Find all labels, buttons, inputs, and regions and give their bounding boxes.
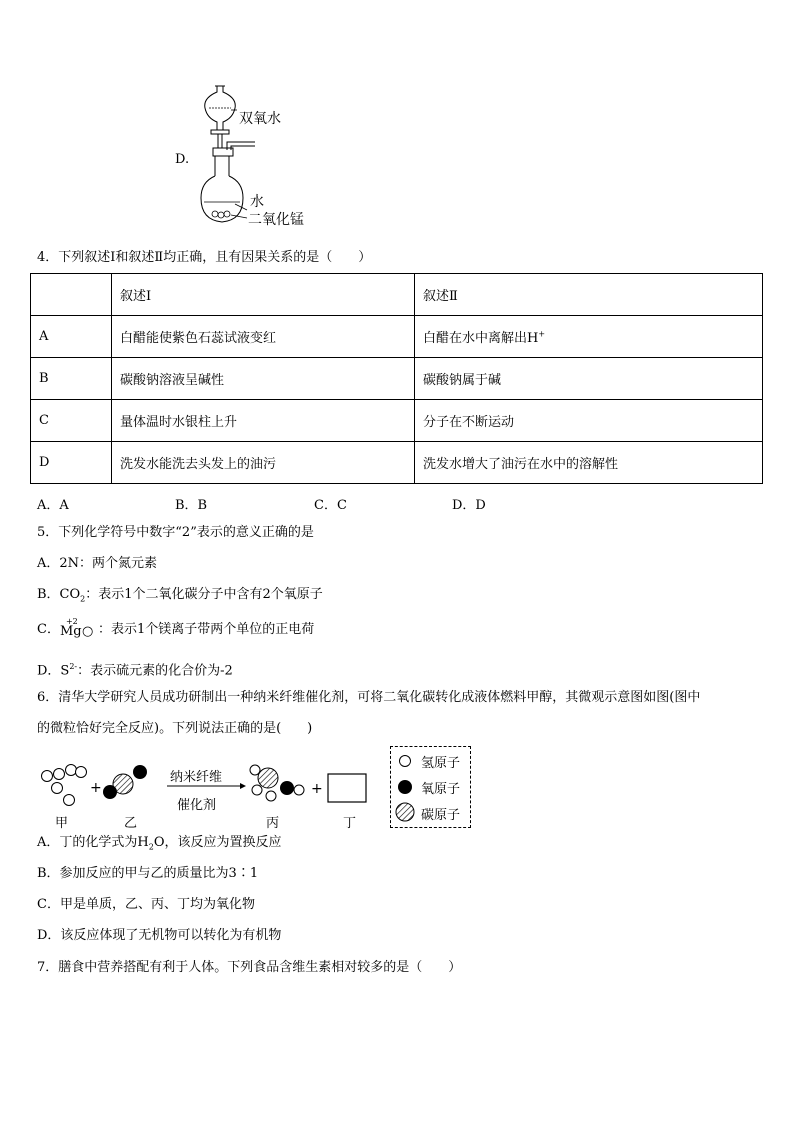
q4-table bbox=[30, 273, 763, 484]
label-jia: 甲 bbox=[55, 816, 69, 831]
statement-1: 量体温时水银柱上升 bbox=[112, 400, 415, 442]
label-water: 水 bbox=[250, 194, 264, 210]
q4-option-d[interactable]: D．D bbox=[452, 498, 486, 513]
oxygen-atom-icon bbox=[398, 780, 412, 794]
legend-box bbox=[390, 746, 471, 828]
row-key: A bbox=[31, 316, 112, 358]
statement-1: 白醋能使紫色石蕊试液变红 bbox=[112, 316, 415, 358]
q6-stem-line2: 的微粒恰好完全反应)。下列说法正确的是( ) bbox=[37, 721, 313, 736]
q7-stem: 7．膳食中营养搭配有利于人体。下列食品含维生素相对较多的是（ ） bbox=[37, 960, 462, 975]
label-manganese-dioxide: 二氧化锰 bbox=[248, 212, 304, 228]
q4-stem: 4．下列叙述Ⅰ和叙述Ⅱ均正确，且有因果关系的是（ ） bbox=[37, 250, 372, 265]
q6-option-d[interactable]: D．该反应体现了无机物可以转化为有机物 bbox=[37, 928, 282, 943]
row-key: B bbox=[31, 358, 112, 400]
q4-option-b[interactable]: B．B bbox=[175, 498, 208, 513]
q6-option-b[interactable]: B．参加反应的甲与乙的质量比为3∶1 bbox=[37, 866, 259, 881]
plus-sign-1: + bbox=[90, 780, 102, 796]
label-ding: 丁 bbox=[343, 816, 357, 831]
statement-2: 碳酸钠属于碱 bbox=[415, 358, 763, 400]
statement-1: 洗发水能洗去头发上的油污 bbox=[112, 442, 415, 484]
carbon-atom-icon bbox=[396, 803, 414, 821]
q5-stem: 5．下列化学符号中数字“2”表示的意义正确的是 bbox=[37, 525, 314, 540]
q5-option-a[interactable]: A．2N：两个氮元素 bbox=[37, 556, 158, 571]
label-yi: 乙 bbox=[124, 816, 138, 831]
statement-2: 分子在不断运动 bbox=[415, 400, 763, 442]
statement-1: 碳酸钠溶液呈碱性 bbox=[112, 358, 415, 400]
plus-sign-2: + bbox=[311, 781, 323, 797]
table-header-cell: 叙述Ⅱ bbox=[415, 274, 763, 316]
hydrogen-atom-icon bbox=[400, 756, 411, 767]
q5-option-b[interactable]: B．$CO_2$：表示1个二氧化碳分子中含有2个氧原子 bbox=[37, 587, 323, 604]
q4-option-c[interactable]: C．C bbox=[314, 498, 347, 513]
legend-oxygen: 氧原子 bbox=[421, 782, 461, 797]
legend-carbon: 碳原子 bbox=[421, 808, 461, 823]
row-key: D bbox=[31, 442, 112, 484]
q5-option-d[interactable]: D．$S^{2-}$：表示硫元素的化合价为-2 bbox=[37, 662, 233, 679]
q5-option-c[interactable]: C． +2 Mg ○ ：表示1个镁离子带两个单位的正电荷 bbox=[37, 617, 315, 639]
label-hydrogen-peroxide: 双氧水 bbox=[239, 111, 281, 127]
table-header-row bbox=[31, 274, 763, 316]
statement-2: 白醋在水中离解出H+ bbox=[415, 316, 763, 358]
table-header-cell: 叙述Ⅰ bbox=[112, 274, 415, 316]
table-row bbox=[31, 358, 763, 400]
label-bing: 丙 bbox=[266, 816, 280, 831]
q3-option-d-label: D. bbox=[175, 152, 190, 167]
q6-option-c[interactable]: C．甲是单质，乙、丙、丁均为氧化物 bbox=[37, 897, 255, 912]
reaction-diagram bbox=[35, 748, 395, 838]
table-row bbox=[31, 316, 763, 358]
catalyst-top-label: 纳米纤维 bbox=[170, 770, 223, 785]
q6-option-a[interactable]: A．丁的化学式为$H_2O$，该反应为置换反应 bbox=[37, 835, 282, 852]
q4-option-a[interactable]: A．A bbox=[37, 498, 69, 513]
catalyst-bottom-label: 催化剂 bbox=[177, 798, 217, 813]
legend-hydrogen: 氢原子 bbox=[421, 756, 461, 771]
table-row bbox=[31, 400, 763, 442]
statement-2: 洗发水增大了油污在水中的溶解性 bbox=[415, 442, 763, 484]
table-header-cell bbox=[31, 274, 112, 316]
row-key: C bbox=[31, 400, 112, 442]
q6-stem-line1: 6．清华大学研究人员成功研制出一种纳米纤维催化剂，可将二氧化碳转化成液体燃料甲醇，其微观示意图如图(图中 bbox=[37, 690, 701, 705]
table-row bbox=[31, 442, 763, 484]
